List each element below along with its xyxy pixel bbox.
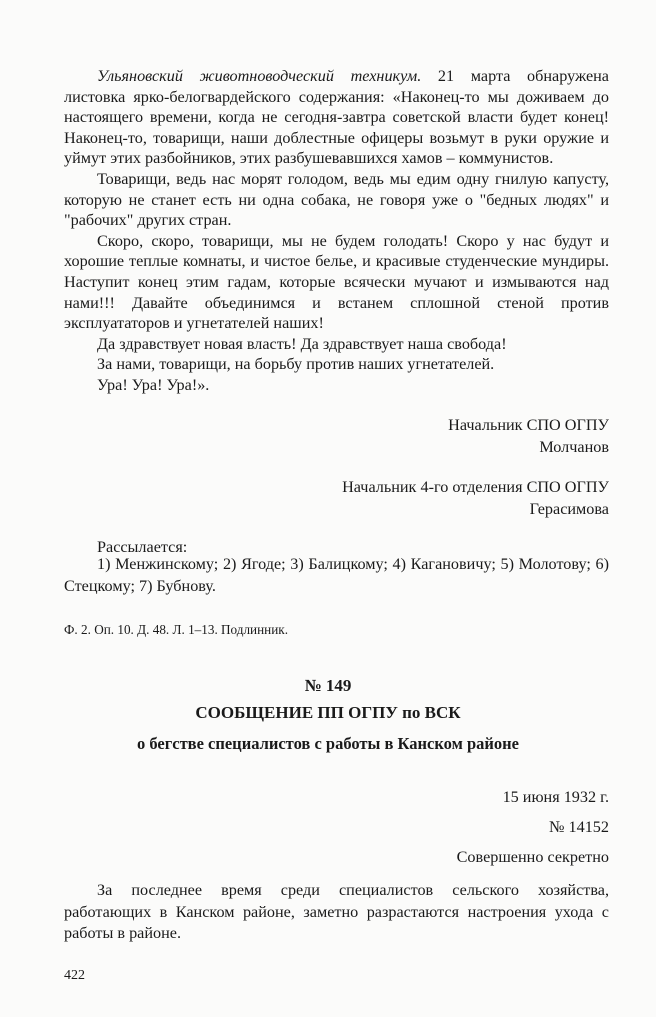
registration-number: № 14152	[549, 818, 609, 836]
leaflet-text	[64, 66, 609, 396]
institution-name: Ульяновский животноводческий техникум.	[97, 67, 422, 85]
signature-1-name: Молчанов	[539, 437, 609, 456]
paragraph-1	[64, 66, 609, 169]
document-subtitle: о бегстве специалистов с работы в Канском районе	[137, 734, 519, 753]
classification-stamp: Совершенно секретно	[456, 848, 609, 866]
signature-2	[342, 477, 609, 520]
signature-2-title: Начальник 4-го отделения СПО ОГПУ	[342, 478, 609, 496]
document-title: СООБЩЕНИЕ ПП ОГПУ по ВСК	[195, 703, 461, 722]
paragraph-4: Да здравствует новая власть! Да здравствует наша свобода!	[97, 334, 507, 353]
signature-1	[448, 415, 609, 458]
document-body: За последнее время среди специалистов сельского хозяйства, работающих в Канском районе, заметно разрастаются настроения ухода с работы в районе.	[64, 881, 609, 942]
paragraph-1-rest: 21 марта обнаружена листовка ярко-белогвардейского содержания: «Наконец-то мы доживаем до настоящего времени, когда не сегодня-завтра советской власти будет конец! Наконец-то, товарищи, наши доблестные офицеры возьмут в руки оружие и уймут этих разбойников, этих разбушевавшихся хамов – коммунистов.	[64, 67, 609, 168]
distribution-label: Рассылается:	[97, 538, 188, 556]
archive-reference: Ф. 2. Оп. 10. Д. 48. Л. 1–13. Подлинник.	[64, 622, 288, 637]
document-number: № 149	[304, 676, 352, 695]
signature-2-name: Герасимова	[529, 499, 609, 518]
document-date: 15 июня 1932 г.	[502, 788, 609, 806]
paragraph-6: Ура! Ура! Ура!».	[97, 375, 210, 394]
page-number: 422	[64, 968, 85, 983]
paragraph-5: За нами, товарищи, на борьбу против наших угнетателей.	[97, 355, 495, 374]
distribution-list: 1) Менжинскому; 2) Ягоде; 3) Балицкому; 4) Кагановичу; 5) Молотову; 6) Стецкому; 7) Бубнову.	[64, 555, 609, 595]
paragraph-2: Товарищи, ведь нас морят голодом, ведь мы едим одну гнилую капусту, которую не станет есть ни одна собака, не говоря уже о "бедных людях" и "рабочих" других стран.	[64, 169, 609, 230]
signature-1-title: Начальник СПО ОГПУ	[448, 416, 609, 434]
paragraph-3: Скоро, скоро, товарищи, мы не будем голодать! Скоро у нас будут и хорошие теплые комнаты, и чистое белье, и красивые студенческие мундиры. Наступит конец этим гадам, которые всячески мучают и измываются над нами!!! Давайте объединимся и встанем сплошной стеной против эксплуататоров и угнетателей наших!	[64, 231, 609, 333]
